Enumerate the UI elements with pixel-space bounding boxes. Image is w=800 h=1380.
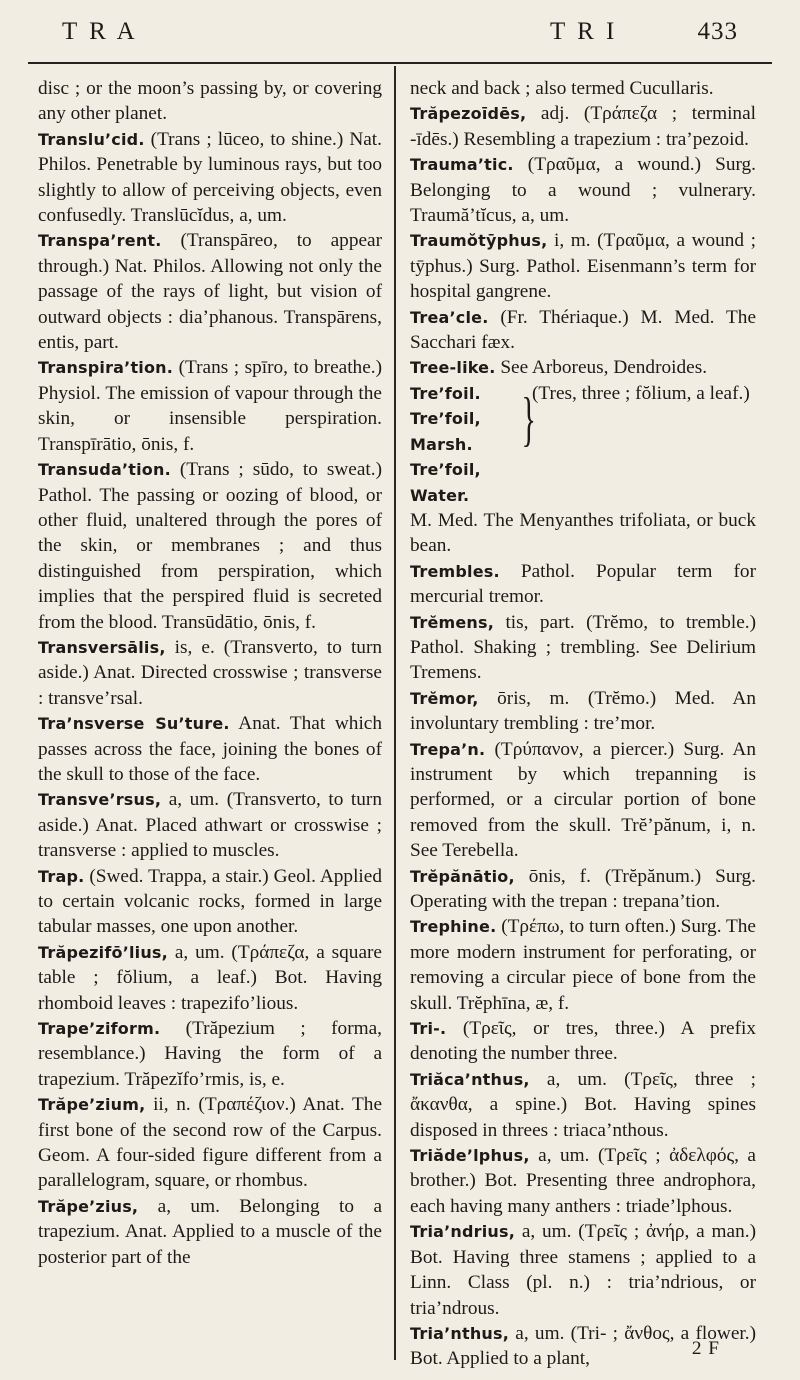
- entry-body: ii, n. (Τραπέζιον.) Anat. The first bone of the second row of the Carpus. Geom. A four-sided figure different from a parallelogram, square, or rhombus.: [38, 1094, 382, 1192]
- entry-body: a, um. (Τρεῖς, three ; ἄκανθα, a spine.) Bot. Having spines disposed in threes : triaca’nthous.: [410, 1068, 756, 1141]
- entry-headword: Traumŏtȳphus,: [410, 231, 548, 251]
- column-divider: [394, 66, 396, 1360]
- dictionary-entry: [410, 864, 756, 915]
- entry-headword: Tre’foil, Water.: [410, 460, 481, 505]
- entry-headword: Transve’rsus,: [38, 790, 162, 810]
- entry-body: (Τρεῖς, or tres, three.) A prefix denoting the number three.: [410, 1018, 756, 1065]
- entry-headword: Transpira’tion.: [38, 358, 174, 378]
- entry-headword: Tre’foil, Marsh.: [410, 409, 481, 454]
- dictionary-entry: [410, 686, 756, 737]
- entry-headword: Trauma’tic.: [410, 155, 514, 175]
- dictionary-entry: [410, 355, 756, 380]
- entry-headword: Trăpe’zius,: [38, 1196, 139, 1216]
- dictionary-entry: [410, 1143, 756, 1219]
- dictionary-entry: [410, 305, 756, 356]
- entry-headword: Trăpezoīdēs,: [410, 104, 527, 124]
- dictionary-entry: [38, 864, 382, 940]
- entry-headword: Tri-.: [410, 1019, 447, 1039]
- dictionary-entry: [410, 1219, 756, 1321]
- entry-body: a, um. (Τράπεζα, a square table ; fŏlium, a leaf.) Bot. Having rhomboid leaves : trapezifo’lious.: [38, 941, 382, 1014]
- dictionary-entry: [410, 559, 756, 610]
- page-number: 433: [697, 18, 738, 45]
- dictionary-entry: [38, 635, 382, 711]
- entry-headword: Trăpezifō’lius,: [38, 942, 168, 962]
- entry-body: tis, part. (Trĕmo, to tremble.) Pathol. Shaking ; trembling. See Delirium Tremens.: [410, 611, 757, 684]
- entry-body: a, um. (Tri- ; ἄνθος, a flower.) Bot. Applied to a plant,: [410, 1322, 756, 1370]
- entry-headword: Trape’ziform.: [38, 1019, 161, 1039]
- left-column: [38, 76, 382, 1270]
- entry-body: (Fr. Thériaque.) M. Med. The Sacchari fæx.: [410, 306, 757, 354]
- entry-body: adj. (Τράπεζα ; terminal -īdēs.) Resembling a trapezium : tra’pezoid.: [410, 103, 756, 150]
- entry-etymology: (Tres, three ; fŏlium, a leaf.): [532, 382, 750, 404]
- dictionary-entry: [38, 76, 382, 127]
- entry-headword: Transuda’tion.: [38, 460, 171, 480]
- entry-headword: Trĕpănātio,: [410, 866, 515, 886]
- header-left-guide-word: T R A: [62, 18, 138, 45]
- entry-body: a, um. Belonging to a trapezium. Anat. Applied to a muscle of the posterior part of the: [38, 1195, 382, 1268]
- entry-body: (Trăpezium ; forma, resemblance.) Having the form of a trapezium. Trăpezĭfo’rmis, is, e.: [38, 1018, 382, 1090]
- entry-headword: Trepa’n.: [410, 739, 486, 759]
- header-right-guide-word: T R I: [550, 18, 618, 45]
- brace-glyph: }: [521, 385, 536, 452]
- entry-body: (Τρύπανον, a piercer.) Surg. An instrument by which trepanning is performed, or a circular portion of bone removed from the skull. Trĕ’pănum, i, n. See Terebella.: [410, 738, 757, 862]
- entry-body: (Τρέπω, to turn often.) Surg. The more modern instrument for perforating, or removing a circular piece of bone from the skull. Trĕphīna, æ, f.: [410, 916, 756, 1014]
- dictionary-entry: [410, 610, 756, 686]
- entry-headword: Triăde’lphus,: [410, 1146, 530, 1166]
- dictionary-entry: [410, 76, 756, 101]
- entry-body: i, m. (Τραῦμα, a wound ; tȳphus.) Surg. Pathol. Eisenmann’s term for hospital gangrene.: [410, 230, 756, 303]
- entry-body: Pathol. Popular term for mercurial tremor.: [410, 560, 756, 608]
- dictionary-entry: [38, 127, 382, 229]
- entry-headword: Transpa’rent.: [38, 231, 162, 251]
- dictionary-entry: [410, 1067, 756, 1143]
- entry-headword: Trap.: [38, 866, 85, 886]
- entry-body: See Arboreus, Dendroides.: [500, 357, 708, 379]
- dictionary-entry: [410, 737, 756, 864]
- entry-headword: Tree-like.: [410, 358, 496, 378]
- entry-body: (Swed. Trappa, a stair.) Geol. Applied to certain volcanic rocks, formed in large tabular masses, one upon another.: [38, 865, 382, 938]
- entry-body: (Trans ; spīro, to breathe.) Physiol. The emission of vapour through the skin, or insensible perspiration. Transpīrātio, ōnis, f.: [38, 357, 382, 455]
- entry-headword: Trephine.: [410, 917, 497, 937]
- entry-body: (Τραῦμα, a wound.) Surg. Belonging to a wound ; vulnerary. Traumă’tĭcus, a, um.: [410, 154, 757, 227]
- signature-mark: 2 F: [691, 1338, 720, 1359]
- dictionary-entry: [38, 1016, 382, 1092]
- entry-trefoil-group: [410, 381, 756, 508]
- dictionary-entry: [410, 228, 756, 304]
- entry-headword: Trĕmor,: [410, 688, 479, 708]
- dictionary-entry: [410, 1016, 756, 1067]
- entry-body: (Transpāreo, to appear through.) Nat. Philos. Allowing not only the passage of the rays of light, but vision of outward objects : dia’phanous. Transpārens, entis, part.: [38, 230, 382, 354]
- dictionary-entry: [38, 355, 382, 457]
- dictionary-entry: [410, 101, 756, 152]
- entry-headword: Tre’foil.: [410, 383, 481, 403]
- entry-headword: Tria’nthus,: [410, 1323, 510, 1343]
- entry-headword: Trăpe’zium,: [38, 1095, 146, 1115]
- dictionary-entry: [38, 711, 382, 787]
- header-rule: [28, 62, 772, 64]
- entry-headword: Translu’cid.: [38, 129, 145, 149]
- entry-body: disc ; or the moon’s passing by, or covering any other planet.: [38, 78, 382, 125]
- entry-headword: Trĕmens,: [410, 612, 495, 632]
- entry-body: (Trans ; sūdo, to sweat.) Pathol. The passing or oozing of blood, or other fluid, unaltered through the pores of the skin, or membranes ; and thus distinguished from perspiration, which implies that the perspired fluid is secreted from the blood. Transūdātio, ōnis, f.: [38, 459, 382, 633]
- entry-headword: Trea’cle.: [410, 307, 489, 327]
- entry-headword: Trembles.: [410, 561, 500, 581]
- entry-body: a, um. (Transverto, to turn aside.) Anat. Placed athwart or crosswise ; transverse : applied to muscles.: [38, 789, 382, 862]
- dictionary-entry: [38, 1092, 382, 1194]
- entry-body: a, um. (Τρεῖς ; ἀνήρ, a man.) Bot. Having three stamens ; applied to a Linn. Class (pl. n.) : tria’ndrious, or tria’ndrous.: [410, 1221, 756, 1319]
- dictionary-entry: [410, 914, 756, 1016]
- entry-body: Anat. That which passes across the face, joining the bones of the skull to those of the face.: [38, 713, 382, 785]
- dictionary-entry: [38, 228, 382, 355]
- entry-headword: Transversālis,: [38, 637, 166, 657]
- running-header: [62, 18, 738, 58]
- entry-body: ōris, m. (Trĕmo.) Med. An involuntary trembling : tre’mor.: [410, 687, 756, 735]
- entry-body: ōnis, f. (Trĕpănum.) Surg. Operating with the trepan : trepana’tion.: [410, 865, 756, 912]
- entry-headword: Tria’ndrius,: [410, 1222, 516, 1242]
- entry-definition: M. Med. The Menyanthes trifoliata, or buck bean.: [410, 509, 756, 557]
- dictionary-entry: [410, 152, 756, 228]
- entry-body: a, um. (Τρεῖς ; ἀδελφός, a brother.) Bot. Presenting three androphora, each having many anthers : triade’lphous.: [410, 1145, 756, 1217]
- dictionary-entry: [38, 787, 382, 863]
- dictionary-entry: [38, 1194, 382, 1270]
- entry-body: (Trans ; lūceo, to shine.) Nat. Philos. Penetrable by luminous rays, but too slightly to allow of perceiving objects, even confusedly. Translūcĭdus, a, um.: [38, 128, 382, 227]
- dictionary-entry: [38, 940, 382, 1016]
- entry-body: neck and back ; also termed Cucullaris.: [410, 78, 714, 99]
- right-column: [410, 76, 756, 1372]
- entry-body: is, e. (Transverto, to turn aside.) Anat. Directed crosswise ; transverse : transve’rsal.: [38, 636, 382, 709]
- entry-headword: Tra’nsverse Su’ture.: [38, 714, 230, 734]
- dictionary-entry: [38, 457, 382, 635]
- entry-headword: Triăca’nthus,: [410, 1069, 530, 1089]
